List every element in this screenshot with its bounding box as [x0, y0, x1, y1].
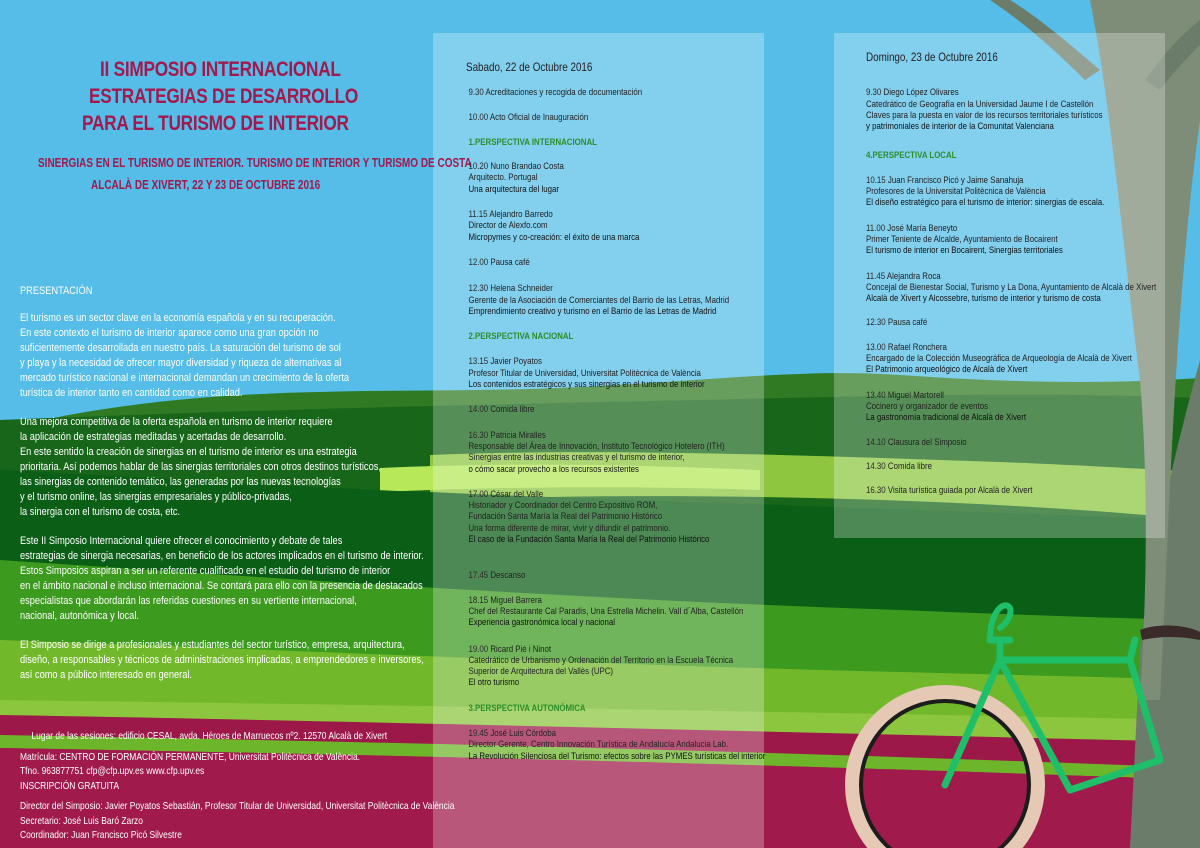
item-time: 14.00	[468, 404, 489, 416]
title-line-1: II SIMPOSIO INTERNACIONAL	[100, 58, 341, 81]
item-text: Clausura del Simposio	[887, 436, 967, 448]
sunday-date: Domingo, 23 de Octubre 2016	[866, 50, 998, 64]
text-line: El Simposio se dirige a profesionales y estudiantes del sector turístico, empresa, arquitectura,	[20, 639, 405, 651]
item-line: Micropymes y co-creación: el éxito de una marca	[468, 231, 640, 243]
place-date: ALCALÀ DE XIVERT, 22 Y 23 DE OCTUBRE 2016	[91, 178, 321, 192]
text-line: Este II Simposio Internacional quiere ofrecer el conocimiento y debate de tales	[20, 535, 343, 547]
venue-line: Lugar de las sesiones: edificio CESAL, avda. Héroes de Marruecos nº2. 12570 Alcalà de Xivert	[31, 731, 388, 742]
item-line: Experiencia gastronómica local y nacional	[468, 617, 615, 629]
item-first-line	[468, 257, 765, 268]
item-first-line	[866, 461, 1156, 472]
item-time: 16.30	[468, 429, 489, 441]
sunday-schedule	[866, 52, 1156, 508]
schedule-item	[468, 283, 765, 317]
schedule-item	[468, 87, 765, 98]
item-line: Emprendimiento creativo y turismo en el Barrio de las Letras de Madrid	[468, 305, 717, 317]
item-time: 10.20	[468, 161, 489, 173]
item-text: Acreditaciones y recogida de documentación	[485, 87, 643, 99]
schedule-section	[468, 703, 765, 714]
item-time: 12.30	[866, 317, 886, 329]
free-registration: INSCRIPCIÓN GRATUITA	[20, 780, 120, 792]
item-time: 13.15	[468, 356, 489, 368]
item-text: José María Beneyto	[887, 222, 958, 234]
item-line: Gerente de la Asociación de Comerciantes del Barrio de las Letras, Madrid	[468, 294, 730, 306]
item-time: 11.15	[468, 209, 488, 221]
item-time: 12.30	[468, 283, 489, 295]
title-line-3: PARA EL TURISMO DE INTERIOR	[82, 112, 349, 135]
item-line: Claves para la puesta en valor de los recursos territoriales turísticos	[866, 109, 1103, 121]
item-first-line	[468, 87, 765, 98]
text-line: diseño, a responsables y técnicos de administraciones implicadas, a emprendedores e inversores,	[20, 654, 424, 666]
text-line: Una mejora competitiva de la oferta española en turismo de interior requiere	[20, 416, 333, 428]
item-text: Helena Schneider	[490, 283, 553, 295]
item-text: Patricia Miralles	[490, 429, 546, 441]
presentation-heading: PRESENTACIÓN	[20, 285, 93, 297]
item-time: 10.15	[866, 174, 886, 186]
sunday-items	[866, 87, 1156, 496]
secretary-line: Secretario: José Luis Baró Zarzo	[20, 815, 143, 827]
item-first-line	[866, 87, 1156, 98]
schedule-item	[866, 223, 1156, 257]
item-time: 13.40	[866, 389, 886, 401]
schedule-item	[866, 87, 1156, 132]
text-line: prioritaria. Así podemos hablar de las sinergias territoriales con otros destinos turísticos,	[20, 461, 381, 473]
schedule-item	[468, 161, 765, 195]
schedule-item	[468, 356, 765, 390]
text-line: Estos Simposios aspiran a ser un referente cualificado en el estudio del turismo de interior	[20, 565, 391, 577]
presentation-paragraph-3	[20, 534, 424, 624]
text-line: y playa y la necesidad de ofrecer mayor diversidad y riqueza de alternativas al	[20, 357, 342, 369]
item-text: Alejandro Barredo	[489, 209, 553, 221]
item-line: Una arquitectura del lugar	[468, 183, 559, 195]
schedule-item	[468, 430, 765, 475]
schedule-item	[468, 112, 765, 123]
text-line: estrategias de sinergia necesarias, en beneficio de los actores implicados en el turismo de interior.	[20, 550, 424, 562]
item-time: 11.45	[866, 270, 886, 282]
item-line: Profesor Titular de Universidad, Universitat Politècnica de València	[468, 367, 701, 379]
item-first-line	[866, 485, 1156, 496]
schedule-item	[468, 489, 765, 545]
item-text: César del Valle	[490, 488, 544, 500]
item-first-line	[866, 223, 1156, 234]
item-line: Profesores de la Universitat Politècnica de València	[866, 186, 1046, 198]
subtitle: SINERGIAS EN EL TURISMO DE INTERIOR. TURISMO DE INTERIOR Y TURISMO DE COSTA	[38, 156, 472, 170]
item-line: Responsable del Área de Innovación, Instituto Tecnológico Hotelero (ITH)	[468, 440, 725, 452]
text-line: nacional, autonómica y local.	[20, 610, 139, 622]
item-first-line	[866, 317, 1156, 328]
schedule-item	[866, 271, 1156, 305]
item-text: Nuno Brandao Costa	[490, 161, 564, 173]
coordinator-line: Coordinador: Juan Francisco Picó Silvestre	[20, 830, 182, 841]
item-line: Cocinero y organizador de eventos	[866, 400, 989, 412]
item-text: Miguel Martorell	[887, 389, 944, 401]
item-line: Chef del Restaurante Cal Paradís, Una Estrella Michelin. Vall d´Alba, Castellón	[468, 605, 744, 617]
item-time: 14.10	[866, 436, 886, 448]
item-line: Director de Alexfo.com	[468, 220, 548, 232]
item-line: Fundación Santa María la Real del Patrimonio Histórico	[468, 511, 663, 523]
item-time: 14.30	[866, 460, 886, 472]
title-block	[82, 56, 392, 137]
item-line: Los contenidos estratégicos y sus sinergias en el turismo de interior	[468, 379, 705, 391]
item-first-line	[468, 644, 765, 655]
item-first-line	[468, 404, 765, 415]
item-time: 10.00	[468, 111, 489, 123]
schedule-item	[468, 595, 765, 629]
item-line: o cómo sacar provecho a los recursos existentes	[468, 463, 639, 475]
item-first-line	[866, 175, 1156, 186]
item-line: Arquitecto. Portugal	[468, 172, 538, 184]
item-time: 19.45	[468, 727, 489, 739]
schedule-section	[468, 137, 765, 148]
item-line: Alcalà de Xivert y Alcossebre, turismo de interior y turismo de costa	[866, 293, 1101, 305]
item-text: Visita turística guiada por Alcalà de Xivert	[887, 485, 1033, 497]
item-first-line	[468, 430, 765, 441]
presentation-paragraph-2	[20, 415, 424, 520]
schedule-item	[866, 390, 1156, 424]
item-line: Encargado de la Colección Museográfica de Arqueología de Alcalà de Xivert	[866, 353, 1132, 365]
schedule-item	[468, 728, 765, 762]
item-text: Descanso	[490, 570, 526, 582]
item-text: Miguel Barrera	[490, 594, 542, 606]
item-time: 18.15	[468, 594, 489, 606]
item-time: 9.30	[468, 87, 484, 99]
item-first-line	[866, 390, 1156, 401]
item-first-line	[866, 437, 1156, 448]
schedule-item	[468, 404, 765, 415]
item-time: 11.00	[866, 222, 886, 234]
item-line: Una forma diferente de mirar, vivir y difundir el patrimonio.	[468, 522, 671, 534]
item-line: Sinergias entre las industrias creativas y el turismo de interior,	[468, 452, 685, 464]
item-line: El turismo de interior en Bocairent, Sinergias territoriales	[866, 245, 1063, 257]
item-line: Concejal de Bienestar Social, Turismo y La Dona, Ayuntamiento de Alcalà de Xivert	[866, 281, 1157, 293]
item-line: La gastronomía tradicional de Alcalà de Xivert	[866, 412, 1027, 424]
item-text: Pausa café	[887, 317, 928, 329]
section-title: 1.PERSPECTIVA INTERNACIONAL	[468, 136, 597, 148]
text-line: la sinergia con el turismo de costa, etc.	[20, 506, 181, 518]
saturday-schedule	[466, 62, 765, 774]
section-title: 2.PERSPECTIVA NACIONAL	[468, 331, 574, 343]
schedule-section	[468, 331, 765, 342]
schedule-item	[468, 257, 765, 268]
item-text: Acto Oficial de Inauguración	[489, 111, 589, 123]
item-line: Catedrático de Urbanismo y Ordenación del Territorio en la Escuela Técnica	[468, 654, 734, 666]
item-time: 17.45	[468, 570, 489, 582]
item-time: 16.30	[866, 485, 886, 497]
text-line: en el ámbito nacional e incluso internacional. Se contará para ello con la presencia de destacados	[20, 580, 423, 592]
presentation-paragraph-4	[20, 638, 424, 683]
item-line: y patrimoniales de interior de la Comunitat Valenciana	[866, 121, 1054, 133]
item-text: Ricard Pié i Ninot	[490, 643, 552, 655]
schedule-item	[468, 570, 765, 581]
text-line: las sinergias de contenido temático, las generadas por las nuevas tecnologías	[20, 476, 341, 488]
item-time: 9.30	[866, 87, 882, 99]
item-first-line	[866, 342, 1156, 353]
item-line: El otro turismo	[468, 677, 520, 689]
item-line: El caso de la Fundación Santa María la Real del Patrimonio Histórico	[468, 534, 710, 546]
item-text: Rafael Ronchera	[887, 341, 947, 353]
text-line: especialistas que abordarán las referidas cuestiones en su vertiente internacional,	[20, 595, 357, 607]
item-first-line	[468, 595, 765, 606]
schedule-item	[468, 644, 765, 689]
item-time: 13.00	[866, 341, 886, 353]
text-line: El turismo es un sector clave en la economía española y en su recuperación.	[20, 312, 336, 324]
item-text: Pausa café	[490, 256, 530, 268]
item-line: La Revolución Silenciosa del Turismo: efectos sobre las PYMES turísticas del interior	[468, 750, 766, 762]
text-line: y el turismo online, las sinergias empresariales y público-privadas,	[20, 491, 292, 503]
presentation-paragraph-1	[20, 311, 424, 401]
text-line: En este contexto el turismo de interior aparece como una gran opción no	[20, 327, 319, 339]
item-first-line	[468, 489, 765, 500]
item-first-line	[468, 161, 765, 172]
item-time: 17.00	[468, 488, 489, 500]
schedule-section	[866, 150, 1156, 161]
item-line: Superior de Arquitectura del Vallès (UPC)	[468, 666, 614, 678]
item-line: El diseño estratégico para el turismo de interior: sinergias de escala.	[866, 197, 1105, 209]
item-first-line	[468, 728, 765, 739]
text-line: mercado turístico nacional e internacional demandan un crecimiento de la oferta	[20, 372, 350, 384]
item-first-line	[468, 356, 765, 367]
director-line: Director del Simposio: Javier Poyatos Sebastián, Profesor Titular de Universidad, Universitat Politècnica de València	[20, 801, 455, 812]
item-line: Catedrático de Geografía en la Universidad Jaume I de Castellón	[866, 98, 1094, 110]
registration-line: Matrícula: CENTRO DE FORMACIÓN PERMANENTE, Universitat Politècnica de València.	[20, 751, 361, 763]
presentation	[20, 284, 424, 697]
item-line: Primer Teniente de Alcalde, Ayuntamiento de Bocairent	[866, 233, 1058, 245]
item-first-line	[468, 570, 765, 581]
text-line: En este sentido la creación de sinergias en el turismo de interior es una estrategia	[20, 446, 357, 458]
text-line: turística de interior tanto en cantidad como en calidad.	[20, 387, 243, 399]
item-text: Alejandra Roca	[886, 270, 941, 282]
item-first-line	[468, 112, 765, 123]
item-line: Director Gerente, Centro Innovación Turística de Andalucía Andalucia Lab.	[468, 739, 729, 751]
item-text: Comida libre	[887, 460, 933, 472]
text-line: así como a público interesado en general.	[20, 669, 193, 681]
schedule-item	[866, 461, 1156, 472]
item-text: Diego López Olivares	[883, 87, 959, 99]
item-first-line	[468, 283, 765, 294]
item-text: Javier Poyatos	[490, 356, 542, 368]
contact-line: Tfno. 963877751 cfp@cfp.upv.es www.cfp.upv.es	[20, 766, 205, 777]
schedule-item	[866, 485, 1156, 496]
schedule-item	[866, 437, 1156, 448]
schedule-item	[866, 317, 1156, 328]
event-info	[20, 730, 454, 844]
saturday-date: Sabado, 22 de Octubre 2016	[466, 60, 593, 74]
schedule-item	[866, 175, 1156, 209]
title-line-2: ESTRATEGIAS DE DESARROLLO	[89, 85, 359, 108]
item-time: 19.00	[468, 643, 489, 655]
item-first-line	[468, 209, 765, 220]
schedule-item	[468, 209, 765, 243]
schedule-item	[866, 342, 1156, 376]
item-text: Juan Francisco Picó y Jaime Sanahuja	[887, 174, 1024, 186]
section-title: 4.PERSPECTIVA LOCAL	[866, 150, 957, 162]
item-first-line	[866, 271, 1156, 282]
item-line: El Patrimonio arqueológico de Alcalà de Xivert	[866, 364, 1028, 376]
item-text: Comida libre	[490, 404, 535, 416]
text-line: la aplicación de estrategias meditadas y acertadas de desarrollo.	[20, 431, 287, 443]
saturday-items	[468, 87, 765, 762]
section-title: 3.PERSPECTIVA AUTONÓMICA	[468, 702, 586, 714]
item-line: Historiador y Coordinador del Centro Expositivo ROM,	[468, 500, 658, 512]
text-line: suficientemente desarrollada en nuestro país. La saturación del turismo de sol	[20, 342, 341, 354]
item-time: 12.00	[468, 256, 489, 268]
item-text: José Luis Córdoba	[490, 727, 556, 739]
